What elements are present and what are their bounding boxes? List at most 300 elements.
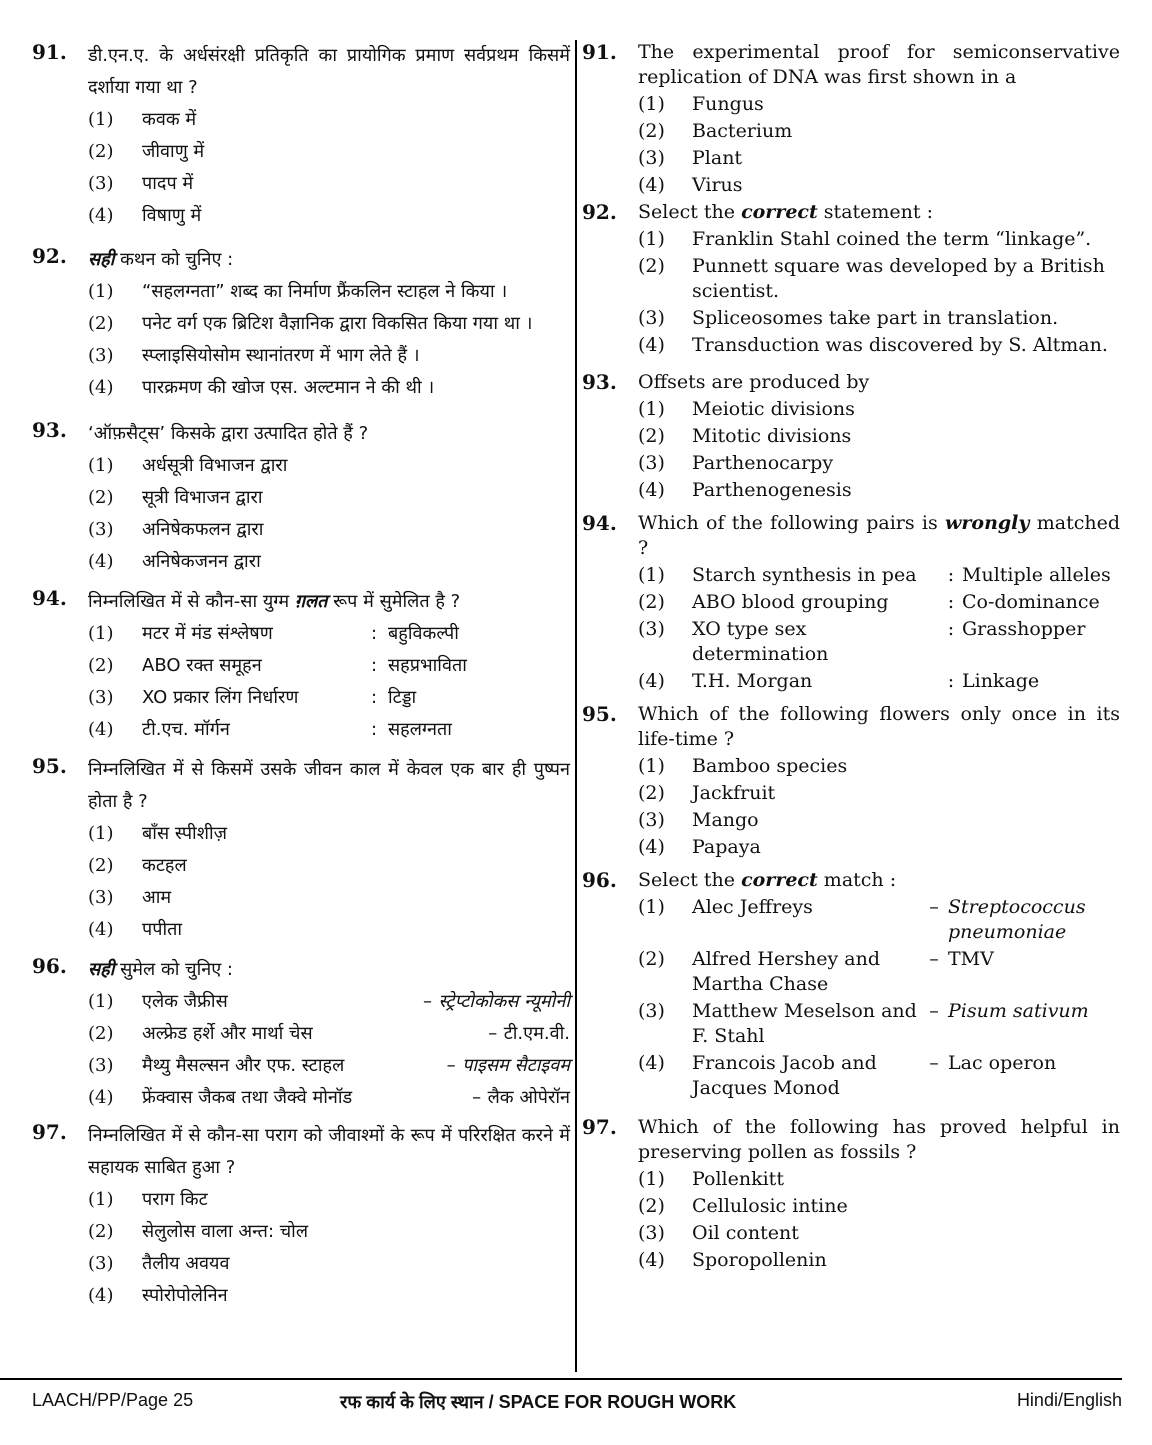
question-body bbox=[638, 702, 1120, 860]
question-number: 94. bbox=[32, 586, 67, 610]
option-number: (1) bbox=[88, 109, 114, 130]
question-body bbox=[88, 586, 570, 746]
question-96 bbox=[32, 954, 570, 1114]
option bbox=[638, 754, 1120, 779]
question-text-part: निम्नलिखित में से कौन-सा युग्म bbox=[88, 591, 295, 612]
option-number: (3) bbox=[638, 618, 665, 640]
option bbox=[88, 104, 570, 136]
option-number: (1) bbox=[638, 564, 665, 586]
pair-separator: : bbox=[370, 655, 378, 676]
option bbox=[638, 781, 1120, 806]
question-body bbox=[638, 370, 1120, 503]
option-text: सेलुलोस वाला अन्त: चोल bbox=[142, 1221, 309, 1242]
emphasis-word: wrongly bbox=[945, 512, 1030, 534]
option-number: (1) bbox=[638, 1168, 665, 1190]
question-number: 93. bbox=[582, 370, 617, 394]
option-number: (4) bbox=[88, 1087, 114, 1108]
question-body bbox=[88, 418, 570, 578]
match-pair bbox=[692, 999, 1120, 1049]
question-text bbox=[638, 40, 1120, 90]
english-column bbox=[582, 40, 1120, 1273]
question-number: 94. bbox=[582, 511, 617, 535]
question-body bbox=[88, 754, 570, 946]
option-number: (3) bbox=[88, 173, 114, 194]
option-number: (1) bbox=[88, 1189, 114, 1210]
option bbox=[88, 482, 570, 514]
question-number: 92. bbox=[582, 200, 617, 224]
match-pair bbox=[692, 563, 1120, 588]
question-95 bbox=[32, 754, 570, 946]
pair-separator: : bbox=[947, 564, 955, 586]
option bbox=[638, 1221, 1120, 1246]
option bbox=[88, 850, 570, 882]
option-number: (3) bbox=[88, 887, 114, 908]
question-body bbox=[638, 511, 1120, 694]
option bbox=[88, 618, 570, 650]
option-number: (2) bbox=[88, 855, 114, 876]
page-code: LAACH/PP/Page 25 bbox=[32, 1390, 194, 1410]
question-text bbox=[88, 586, 570, 618]
match-pair bbox=[142, 714, 570, 746]
option bbox=[638, 306, 1120, 331]
option bbox=[638, 424, 1120, 449]
question-number: 95. bbox=[32, 754, 67, 778]
emphasis-word: ग़लत bbox=[294, 591, 328, 612]
question-text bbox=[638, 370, 1120, 395]
question-94 bbox=[582, 511, 1120, 694]
hindi-column bbox=[32, 40, 570, 1312]
option-number: (2) bbox=[88, 487, 114, 508]
question-body bbox=[88, 954, 570, 1114]
question-number: 91. bbox=[32, 40, 67, 64]
question-text-part: matched ? bbox=[638, 512, 1121, 559]
emphasis-word: सही bbox=[88, 249, 115, 270]
match-pair bbox=[142, 1082, 570, 1114]
option-text: बाँस स्पीशीज़ bbox=[142, 823, 227, 844]
option bbox=[638, 478, 1120, 503]
option bbox=[638, 227, 1120, 252]
option-text: पादप में bbox=[142, 173, 194, 194]
option-number: (3) bbox=[638, 1222, 665, 1244]
emphasis-word: correct bbox=[741, 201, 818, 223]
option-text: पपीता bbox=[142, 919, 183, 940]
question-92 bbox=[32, 244, 570, 404]
option-text: Franklin Stahl coined the term “linkage”. bbox=[692, 228, 1092, 250]
question-text bbox=[638, 200, 1120, 225]
option bbox=[638, 92, 1120, 117]
option-text: Sporopollenin bbox=[692, 1249, 827, 1271]
option bbox=[88, 1216, 570, 1248]
option-text: अनिषेकफलन द्वारा bbox=[142, 519, 264, 540]
column-divider bbox=[575, 40, 577, 1372]
question-91 bbox=[582, 40, 1120, 198]
question-number: 96. bbox=[32, 954, 67, 978]
option-number: (3) bbox=[88, 1055, 114, 1076]
option bbox=[88, 1082, 570, 1114]
option-text: जीवाणु में bbox=[142, 141, 205, 162]
question-text bbox=[638, 868, 1120, 893]
option-text: विषाणु में bbox=[142, 205, 202, 226]
question-body bbox=[88, 244, 570, 404]
question-number: 91. bbox=[582, 40, 617, 64]
option-text: Oil content bbox=[692, 1222, 799, 1244]
option-number: (2) bbox=[638, 425, 665, 447]
option-text: Transduction was discovered by S. Altman. bbox=[692, 334, 1108, 356]
option bbox=[88, 372, 570, 404]
pair-left: अल्फ्रेड हर्शे और मार्था चेस bbox=[142, 1023, 313, 1044]
pair-right: Grasshopper bbox=[962, 618, 1086, 640]
pair-right: Streptococcus pneumoniae bbox=[948, 896, 1086, 943]
option-number: (2) bbox=[88, 1221, 114, 1242]
pair-left: XO type sex determination bbox=[692, 618, 829, 665]
match-pair bbox=[692, 895, 1120, 945]
option bbox=[638, 1051, 1120, 1101]
match-pair bbox=[692, 669, 1120, 694]
option bbox=[88, 340, 570, 372]
match-pair bbox=[142, 1050, 570, 1082]
option bbox=[88, 1248, 570, 1280]
option bbox=[638, 563, 1120, 588]
option-number: (4) bbox=[638, 174, 665, 196]
question-text bbox=[638, 702, 1120, 752]
option-number: (1) bbox=[638, 93, 665, 115]
option-number: (2) bbox=[638, 255, 665, 277]
pair-left: टी.एच. मॉर्गन bbox=[142, 719, 230, 740]
option bbox=[88, 650, 570, 682]
question-text-part: Which of the following flowers only once in its life-time ? bbox=[638, 703, 1120, 750]
emphasis-word: correct bbox=[741, 869, 818, 891]
question-93 bbox=[32, 418, 570, 578]
pair-right: Co-dominance bbox=[962, 591, 1100, 613]
match-pair bbox=[142, 1018, 570, 1050]
option-text: Plant bbox=[692, 147, 743, 169]
option bbox=[88, 514, 570, 546]
option-number: (1) bbox=[88, 281, 114, 302]
option bbox=[638, 451, 1120, 476]
question-91 bbox=[32, 40, 570, 232]
option bbox=[88, 914, 570, 946]
option-number: (1) bbox=[638, 228, 665, 250]
question-number: 92. bbox=[32, 244, 67, 268]
question-95 bbox=[582, 702, 1120, 860]
option-text: आम bbox=[142, 887, 172, 908]
pair-separator: – bbox=[929, 1000, 939, 1022]
pair-right: Linkage bbox=[962, 670, 1040, 692]
option-number: (1) bbox=[88, 623, 114, 644]
pair-right: टिड्डा bbox=[388, 687, 417, 708]
option-text: Cellulosic intine bbox=[692, 1195, 848, 1217]
emphasis-word: सही bbox=[88, 959, 115, 980]
pair-left: एलेक जैफ्रीस bbox=[142, 991, 228, 1012]
option bbox=[88, 546, 570, 578]
option-number: (2) bbox=[88, 313, 114, 334]
question-text-part: Select the bbox=[638, 869, 742, 891]
option-number: (1) bbox=[88, 823, 114, 844]
option bbox=[638, 397, 1120, 422]
match-pair bbox=[692, 947, 1120, 997]
question-text-part: The experimental proof for semiconservative replication of DNA was first shown in a bbox=[638, 41, 1120, 88]
option-number: (1) bbox=[88, 455, 114, 476]
pair-separator: – bbox=[929, 896, 939, 918]
question-text bbox=[88, 40, 570, 104]
pair-separator: : bbox=[947, 591, 955, 613]
option bbox=[88, 986, 570, 1018]
pair-separator: : bbox=[370, 687, 378, 708]
option-number: (4) bbox=[88, 919, 114, 940]
option bbox=[638, 590, 1120, 615]
option-text: Fungus bbox=[692, 93, 764, 115]
option-number: (2) bbox=[638, 120, 665, 142]
pair-right: स्ट्रेप्टोकोकस न्यूमोनी bbox=[438, 991, 570, 1012]
match-pair bbox=[692, 590, 1120, 615]
pair-right: टी.एम.वी. bbox=[503, 1023, 570, 1044]
pair-separator: : bbox=[370, 623, 378, 644]
option-text: Parthenocarpy bbox=[692, 452, 834, 474]
option-number: (4) bbox=[638, 1249, 665, 1271]
pair-left: T.H. Morgan bbox=[692, 670, 813, 692]
match-pair bbox=[692, 617, 1120, 667]
option-number: (4) bbox=[638, 334, 665, 356]
pair-left: Matthew Meselson and F. Stahl bbox=[692, 1000, 917, 1047]
option-text: Pollenkitt bbox=[692, 1168, 784, 1190]
question-text-part: कथन को चुनिए : bbox=[114, 249, 234, 270]
option-text: Meiotic divisions bbox=[692, 398, 855, 420]
match-pair bbox=[142, 650, 570, 682]
option bbox=[638, 617, 1120, 667]
pair-left: मटर में मंड संश्लेषण bbox=[142, 623, 273, 644]
question-text-part: Which of the following pairs is bbox=[638, 512, 946, 534]
question-number: 93. bbox=[32, 418, 67, 442]
option-number: (3) bbox=[638, 809, 665, 831]
option-text: Bamboo species bbox=[692, 755, 848, 777]
option-text: पारक्रमण की खोज एस. अल्टमान ने की थी । bbox=[142, 377, 435, 398]
question-body bbox=[88, 1120, 570, 1312]
question-text bbox=[88, 754, 570, 818]
option bbox=[88, 1184, 570, 1216]
option-text: Bacterium bbox=[692, 120, 793, 142]
option-number: (2) bbox=[88, 1023, 114, 1044]
option bbox=[88, 450, 570, 482]
option bbox=[88, 276, 570, 308]
question-text bbox=[88, 954, 570, 986]
pair-separator: : bbox=[947, 618, 955, 640]
pair-left: Alec Jeffreys bbox=[692, 896, 813, 918]
question-text bbox=[88, 1120, 570, 1184]
question-text bbox=[88, 244, 570, 276]
option-number: (2) bbox=[638, 1195, 665, 1217]
option-number: (3) bbox=[638, 147, 665, 169]
option bbox=[88, 818, 570, 850]
question-92 bbox=[582, 200, 1120, 358]
question-text-part: ‘ऑफ़सैट्स’ किसके द्वारा उत्पादित होते हैं ? bbox=[88, 423, 369, 444]
question-text-part: डी.एन.ए. के अर्धसंरक्षी प्रतिकृति का प्रायोगिक प्रमाण सर्वप्रथम किसमें दर्शाया गया था ? bbox=[88, 45, 570, 98]
pair-left: Alfred Hershey and Martha Chase bbox=[692, 948, 880, 995]
question-96 bbox=[582, 868, 1120, 1101]
option bbox=[88, 682, 570, 714]
option-number: (4) bbox=[638, 479, 665, 501]
question-text-part: सुमेल को चुनिए : bbox=[114, 959, 233, 980]
question-body bbox=[88, 40, 570, 232]
option bbox=[638, 254, 1120, 304]
option bbox=[88, 1018, 570, 1050]
option bbox=[638, 1167, 1120, 1192]
question-body bbox=[638, 200, 1120, 358]
question-text-part: निम्नलिखित में से कौन-सा पराग को जीवाश्मों के रूप में परिरक्षित करने में सहायक साबित हुआ ? bbox=[88, 1125, 570, 1178]
option-number: (2) bbox=[638, 782, 665, 804]
option-text: Spliceosomes take part in translation. bbox=[692, 307, 1059, 329]
option bbox=[638, 835, 1120, 860]
option bbox=[638, 895, 1120, 945]
option-text: पराग किट bbox=[142, 1189, 208, 1210]
option bbox=[88, 308, 570, 340]
pair-right: सहलग्नता bbox=[388, 719, 452, 740]
option-number: (4) bbox=[88, 377, 114, 398]
option-text: स्पोरोपोलेनिन bbox=[142, 1285, 228, 1306]
option-text: Virus bbox=[692, 174, 743, 196]
option-number: (3) bbox=[88, 687, 114, 708]
option bbox=[88, 136, 570, 168]
option-number: (2) bbox=[88, 141, 114, 162]
question-text-part: निम्नलिखित में से किसमें उसके जीवन काल में केवल एक बार ही पुष्पन होता है ? bbox=[88, 759, 570, 812]
option-text: कवक में bbox=[142, 109, 197, 130]
match-pair bbox=[142, 682, 570, 714]
option bbox=[638, 1248, 1120, 1273]
pair-left: ABO रक्त समूहन bbox=[142, 655, 262, 676]
option bbox=[638, 808, 1120, 833]
pair-separator: : bbox=[370, 719, 378, 740]
option-text: सूत्री विभाजन द्वारा bbox=[142, 487, 263, 508]
option bbox=[638, 669, 1120, 694]
option-number: (2) bbox=[88, 655, 114, 676]
pair-separator: – bbox=[488, 1023, 498, 1044]
question-97 bbox=[582, 1115, 1120, 1273]
pair-left: Francois Jacob and Jacques Monod bbox=[692, 1052, 877, 1099]
question-94 bbox=[32, 586, 570, 746]
pair-separator: – bbox=[423, 991, 433, 1012]
question-text bbox=[638, 1115, 1120, 1165]
option-number: (1) bbox=[88, 991, 114, 1012]
question-text-part: रूप में सुमेलित है ? bbox=[327, 591, 461, 612]
option-number: (1) bbox=[638, 398, 665, 420]
question-93 bbox=[582, 370, 1120, 503]
question-text-part: statement : bbox=[817, 201, 933, 223]
option-text: कटहल bbox=[142, 855, 187, 876]
option bbox=[88, 1050, 570, 1082]
question-97 bbox=[32, 1120, 570, 1312]
question-text bbox=[638, 511, 1120, 561]
pair-separator: – bbox=[446, 1055, 456, 1076]
pair-left: ABO blood grouping bbox=[692, 591, 889, 613]
option-number: (3) bbox=[638, 1000, 665, 1022]
pair-right: सहप्रभाविता bbox=[388, 655, 467, 676]
option-number: (4) bbox=[638, 670, 665, 692]
option-number: (3) bbox=[638, 307, 665, 329]
footer-rule bbox=[0, 1378, 1122, 1380]
pair-right: Lac operon bbox=[948, 1052, 1057, 1074]
question-number: 96. bbox=[582, 868, 617, 892]
option-text: Parthenogenesis bbox=[692, 479, 852, 501]
pair-left: मैथ्यु मैसल्सन और एफ. स्टाहल bbox=[142, 1055, 345, 1076]
option bbox=[638, 173, 1120, 198]
question-text bbox=[88, 418, 570, 450]
question-text-part: Which of the following has proved helpful in preserving pollen as fossils ? bbox=[638, 1116, 1120, 1163]
pair-separator: – bbox=[929, 1052, 939, 1074]
option-text: Mango bbox=[692, 809, 759, 831]
pair-left: Starch synthesis in pea bbox=[692, 564, 917, 586]
option-number: (3) bbox=[88, 345, 114, 366]
pair-separator: : bbox=[947, 670, 955, 692]
option bbox=[88, 1280, 570, 1312]
option-number: (3) bbox=[638, 452, 665, 474]
option-text: Jackfruit bbox=[692, 782, 776, 804]
option-number: (2) bbox=[638, 591, 665, 613]
option bbox=[638, 146, 1120, 171]
option bbox=[638, 947, 1120, 997]
option bbox=[88, 882, 570, 914]
option-text: “सहलग्नता” शब्द का निर्माण फ्रैंकलिन स्टाहल ने किया । bbox=[142, 281, 508, 302]
option-number: (4) bbox=[88, 205, 114, 226]
option bbox=[88, 714, 570, 746]
option bbox=[638, 999, 1120, 1049]
option-text: पनेट वर्ग एक ब्रिटिश वैज्ञानिक द्वारा विकसित किया गया था । bbox=[142, 313, 533, 334]
pair-right: बहुविकल्पी bbox=[388, 623, 459, 644]
match-pair bbox=[692, 1051, 1120, 1101]
pair-separator: – bbox=[472, 1087, 482, 1108]
option bbox=[638, 333, 1120, 358]
language-label: Hindi/English bbox=[1016, 1390, 1122, 1410]
pair-right: लैक ओपेरॉन bbox=[487, 1087, 570, 1108]
question-text-part: match : bbox=[817, 869, 897, 891]
option-number: (2) bbox=[638, 948, 665, 970]
question-text-part: Select the bbox=[638, 201, 742, 223]
option-number: (3) bbox=[88, 1253, 114, 1274]
option-number: (1) bbox=[638, 755, 665, 777]
option-number: (4) bbox=[88, 719, 114, 740]
question-body bbox=[638, 1115, 1120, 1273]
pair-right: Pisum sativum bbox=[948, 1000, 1089, 1022]
pair-right: TMV bbox=[948, 948, 994, 970]
option-number: (4) bbox=[638, 836, 665, 858]
option-text: Punnett square was developed by a British scientist. bbox=[692, 255, 1105, 302]
match-pair bbox=[142, 618, 570, 650]
pair-right: पाइसम सैटाइवम bbox=[462, 1055, 570, 1076]
match-pair bbox=[142, 986, 570, 1018]
question-body bbox=[638, 40, 1120, 198]
pair-left: XO प्रकार लिंग निर्धारण bbox=[142, 687, 299, 708]
option-text: अनिषेकजनन द्वारा bbox=[142, 551, 261, 572]
rough-work-label: रफ कार्य के लिए स्थान / SPACE FOR ROUGH WORK bbox=[340, 1392, 737, 1412]
question-number: 97. bbox=[582, 1115, 617, 1139]
option-number: (1) bbox=[638, 896, 665, 918]
option bbox=[638, 1194, 1120, 1219]
option-text: अर्धसूत्री विभाजन द्वारा bbox=[142, 455, 288, 476]
option-number: (4) bbox=[638, 1052, 665, 1074]
option bbox=[638, 119, 1120, 144]
option-text: स्प्लाइसियोसोम स्थानांतरण में भाग लेते हैं । bbox=[142, 345, 420, 366]
question-body bbox=[638, 868, 1120, 1101]
option-number: (3) bbox=[88, 519, 114, 540]
question-number: 97. bbox=[32, 1120, 67, 1144]
pair-left: फ्रेंक्वास जैकब तथा जैक्वे मोनॉड bbox=[142, 1087, 353, 1108]
option bbox=[88, 200, 570, 232]
question-text-part: Offsets are produced by bbox=[638, 371, 870, 393]
option-text: Mitotic divisions bbox=[692, 425, 852, 447]
question-number: 95. bbox=[582, 702, 617, 726]
pair-separator: – bbox=[929, 948, 939, 970]
pair-right: Multiple alleles bbox=[962, 564, 1111, 586]
option-number: (4) bbox=[88, 551, 114, 572]
option-number: (4) bbox=[88, 1285, 114, 1306]
